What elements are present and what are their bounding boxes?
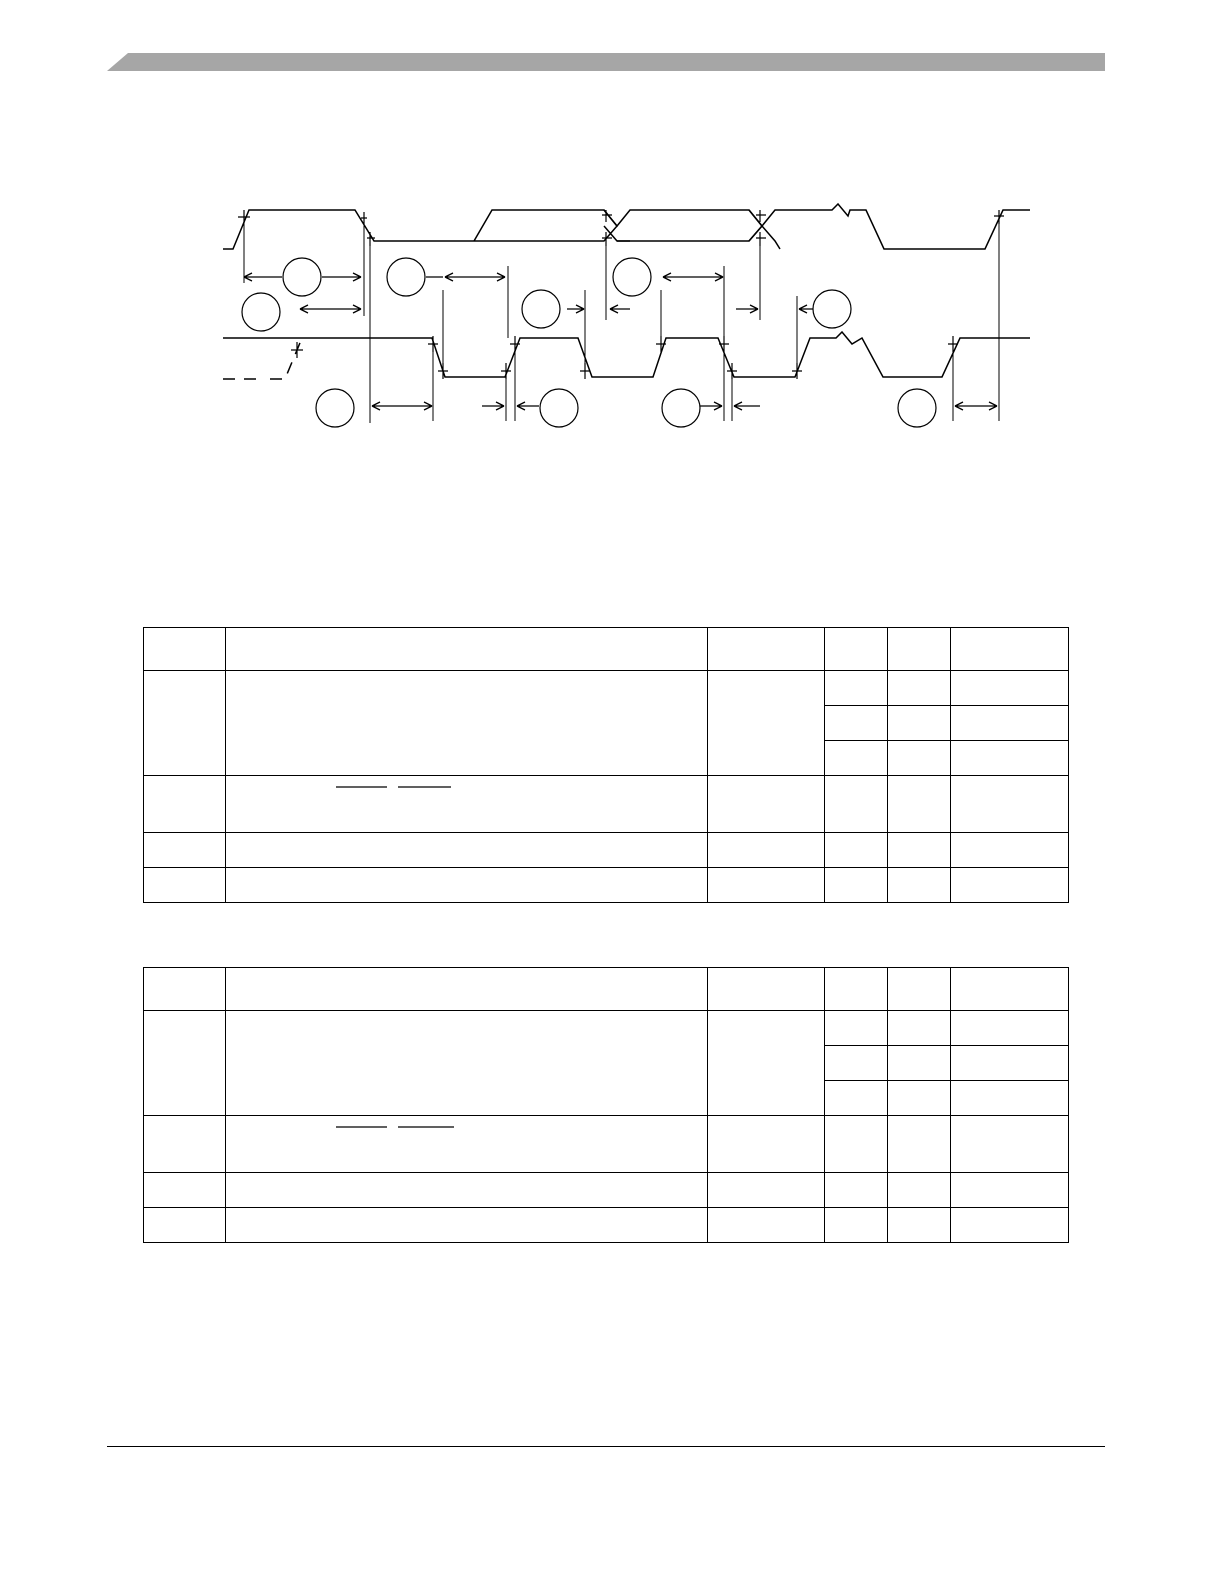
- header-cell: [951, 628, 1069, 671]
- spec-table-2: [143, 967, 1069, 1243]
- callout-marker-5: [613, 258, 651, 296]
- table-cell: [888, 706, 951, 741]
- header-cell: [708, 628, 825, 671]
- table-cell: [888, 776, 951, 833]
- header-band: [107, 53, 1105, 71]
- header-cell: [144, 968, 226, 1011]
- callout-marker-2: [242, 293, 280, 331]
- table-cell: [951, 776, 1069, 833]
- table-cell: [708, 1011, 825, 1116]
- table-cell: [226, 1011, 708, 1116]
- table-cell: [888, 741, 951, 776]
- callout-marker-4: [522, 290, 560, 328]
- table-cell: [825, 1011, 888, 1046]
- table-cell: [951, 1081, 1069, 1116]
- table-cell: [226, 1116, 708, 1173]
- table-cell: [708, 1208, 825, 1243]
- header-cell: [888, 628, 951, 671]
- table-cell: [951, 671, 1069, 706]
- header-cell: [888, 968, 951, 1011]
- lower-waveform: [223, 332, 1030, 379]
- table-cell: [951, 1011, 1069, 1046]
- table-cell: [951, 1116, 1069, 1173]
- header-cell: [825, 628, 888, 671]
- table-cell: [226, 833, 708, 868]
- table-cell: [825, 671, 888, 706]
- dimension-arrows: [244, 273, 997, 410]
- table-cell: [951, 1173, 1069, 1208]
- callout-marker-3: [387, 258, 425, 296]
- overline-marks: [232, 1119, 702, 1169]
- table-cell: [951, 868, 1069, 903]
- header-cell: [226, 968, 708, 1011]
- page-header-bar: [0, 0, 1225, 80]
- callout-marker-6: [813, 290, 851, 328]
- table-cell: [226, 868, 708, 903]
- timing-diagram: [0, 180, 1225, 440]
- callout-markers: [242, 258, 936, 427]
- table-cell: [226, 1173, 708, 1208]
- header-cell: [708, 968, 825, 1011]
- spec-table-1: [143, 627, 1069, 903]
- table-cell: [144, 1173, 226, 1208]
- header-cell: [825, 968, 888, 1011]
- table-cell: [144, 1011, 226, 1116]
- callout-marker-9: [662, 389, 700, 427]
- table-cell: [951, 1208, 1069, 1243]
- table-cell: [888, 1173, 951, 1208]
- table-cell: [888, 1116, 951, 1173]
- table-cell: [825, 1081, 888, 1116]
- callout-marker-1: [283, 258, 321, 296]
- table-cell: [144, 1208, 226, 1243]
- callout-marker-7: [316, 389, 354, 427]
- table-cell: [144, 671, 226, 776]
- table-cell: [708, 671, 825, 776]
- table-cell: [825, 1208, 888, 1243]
- table-cell: [888, 1081, 951, 1116]
- table-row: [144, 671, 1069, 706]
- table-cell: [708, 833, 825, 868]
- table-row: [144, 868, 1069, 903]
- header-cell: [226, 628, 708, 671]
- upper-waveform: [223, 204, 1030, 249]
- table-cell: [144, 776, 226, 833]
- table-cell: [888, 868, 951, 903]
- header-cell: [144, 628, 226, 671]
- table-cell: [951, 706, 1069, 741]
- table-header-row: [144, 968, 1069, 1011]
- callout-marker-10: [898, 389, 936, 427]
- reference-lines: [244, 223, 999, 423]
- table-cell: [825, 706, 888, 741]
- table-row: [144, 1173, 1069, 1208]
- table-row: [144, 776, 1069, 833]
- table-header-row: [144, 628, 1069, 671]
- table-cell: [708, 868, 825, 903]
- table-cell: [951, 833, 1069, 868]
- table-cell: [888, 671, 951, 706]
- overline-marks: [232, 779, 702, 829]
- table-cell: [825, 868, 888, 903]
- table-cell: [144, 833, 226, 868]
- table-cell: [951, 741, 1069, 776]
- table-row: [144, 833, 1069, 868]
- table-cell: [951, 1046, 1069, 1081]
- table-row: [144, 1116, 1069, 1173]
- table-cell: [825, 1173, 888, 1208]
- table-cell: [226, 1208, 708, 1243]
- table-cell: [226, 776, 708, 833]
- table-cell: [888, 833, 951, 868]
- callout-marker-8: [540, 389, 578, 427]
- table-cell: [708, 776, 825, 833]
- header-cell: [951, 968, 1069, 1011]
- tick-marks: [238, 210, 1004, 379]
- table-cell: [888, 1208, 951, 1243]
- table-cell: [144, 1116, 226, 1173]
- table-cell: [825, 776, 888, 833]
- table-cell: [144, 868, 226, 903]
- table-cell: [888, 1046, 951, 1081]
- table-cell: [825, 1116, 888, 1173]
- table-row: [144, 1208, 1069, 1243]
- table-cell: [708, 1173, 825, 1208]
- table-cell: [825, 741, 888, 776]
- table-cell: [825, 1046, 888, 1081]
- table-cell: [708, 1116, 825, 1173]
- table-cell: [888, 1011, 951, 1046]
- table-cell: [226, 671, 708, 776]
- footer-rule: [107, 1446, 1105, 1447]
- table-row: [144, 1011, 1069, 1046]
- table-cell: [825, 833, 888, 868]
